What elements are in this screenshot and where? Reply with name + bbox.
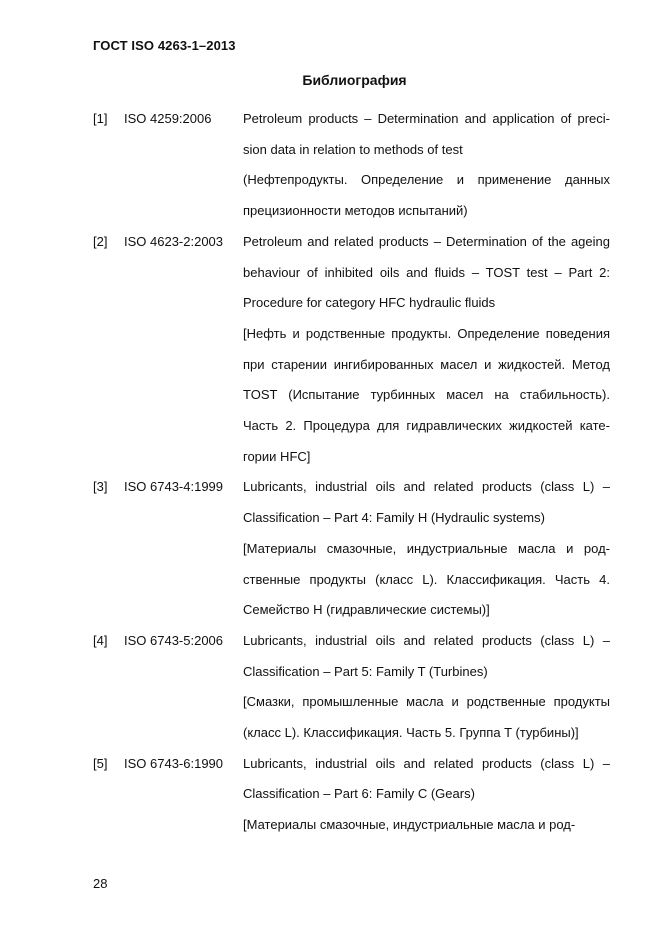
entry-title-ru: [Материалы смазочные, индустриальные масла и род- ственные продукты (класс L). Классификация. Часть 4. Семейство H (гидравлические системы)] xyxy=(243,540,610,618)
entry-standard: ISO 6743-4:1999 xyxy=(124,479,224,495)
entry-title-en: Lubricants, industrial oils and related products (class L) – Classification – Part 5: Family T (Turbines) xyxy=(243,632,610,679)
entry-number: [1] xyxy=(93,111,108,126)
entry-number: [4] xyxy=(93,632,108,648)
entry-standard: ISO 6743-6:1990 xyxy=(124,755,224,771)
entry-standard: ISO 6743-5:2006 xyxy=(124,632,224,648)
entry-title-en: Lubricants, industrial oils and related products (class L) – Classification – Part 6: Family C (Gears) xyxy=(243,755,610,802)
bibliography-entry xyxy=(93,749,610,841)
entry-title-ru: (Нефтепродукты. Определение и применение данных прецизионности методов испытаний) xyxy=(243,172,610,219)
entry-standard: ISO 4623-2:2003 xyxy=(124,233,224,249)
entry-body xyxy=(243,626,610,749)
entry-number: [2] xyxy=(93,233,108,249)
entry-standard: ISO 4259:2006 xyxy=(124,111,212,126)
entry-number: [3] xyxy=(93,479,108,495)
entry-title-en: Lubricants, industrial oils and related products (class L) – Classification – Part 4: Family H (Hydraulic systems) xyxy=(243,479,610,526)
entry-body xyxy=(243,472,610,626)
entry-title-en: Petroleum products – Determination and application of preci- sion data in relation to methods of test xyxy=(243,111,610,157)
entry-body xyxy=(243,749,610,841)
entry-title-ru: [Материалы смазочные, индустриальные масла и род- xyxy=(243,817,576,833)
entry-body xyxy=(243,227,610,473)
entry-title-ru: [Смазки, промышленные масла и родственные продукты (класс L). Классификация. Часть 5. Группа T (турбины)] xyxy=(243,694,610,741)
entry-title-ru: [Нефть и родственные продукты. Определение поведения при старении ингибированных масел и жидкостей. Метод TOST (Испытание турбинных масел на стабильность). Часть 2. Процедура для гидравлических жидкостей кате- гории HFC] xyxy=(243,325,610,464)
bibliography-entry xyxy=(93,472,610,626)
page-title: Библиография xyxy=(302,72,407,88)
bibliography-list xyxy=(93,104,610,841)
page-number: 28 xyxy=(93,876,108,891)
document-header: ГОСТ ISO 4263-1–2013 xyxy=(93,38,236,53)
bibliography-entry xyxy=(93,104,610,227)
entry-body xyxy=(243,104,610,227)
bibliography-entry xyxy=(93,227,610,473)
bibliography-entry xyxy=(93,626,610,749)
entry-number: [5] xyxy=(93,755,108,771)
entry-title-en: Petroleum and related products – Determination of the ageing behaviour of inhibited oils and fluids – TOST test – Part 2: Procedure for category HFC hydraulic fluids xyxy=(243,233,610,311)
